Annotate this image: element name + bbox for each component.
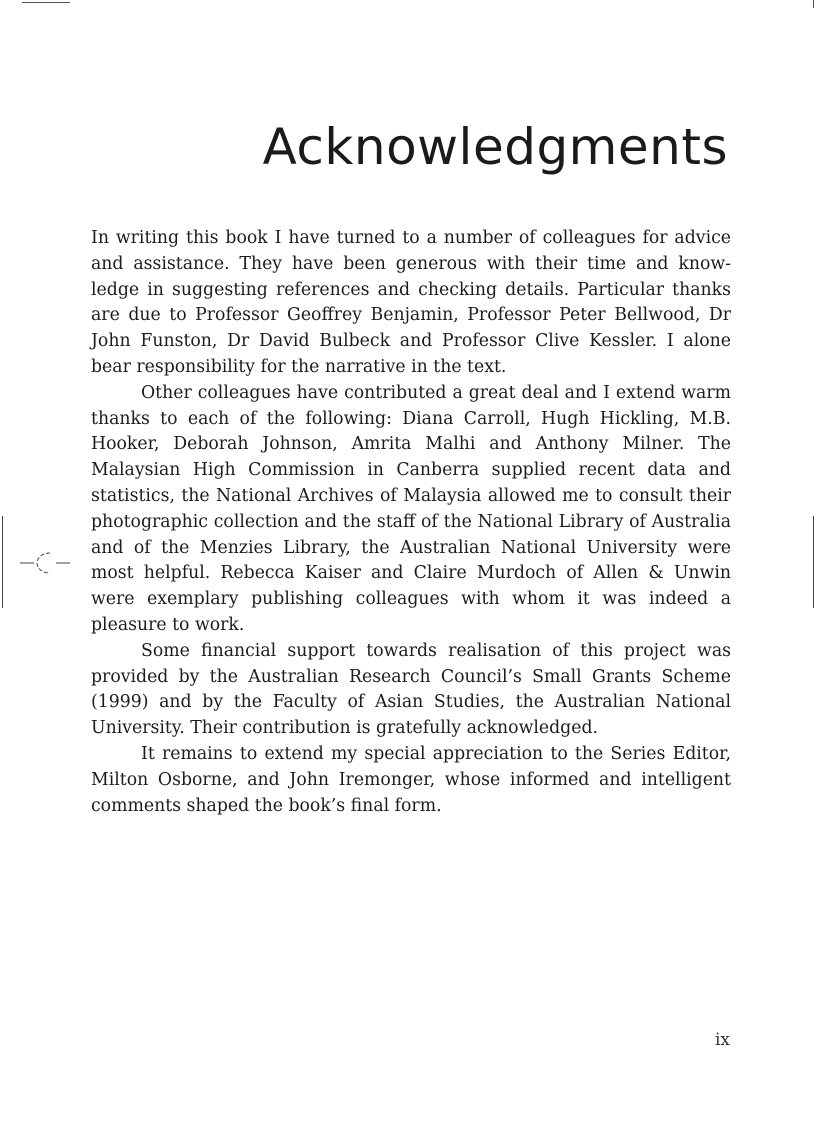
- registration-mark-icon: [20, 548, 76, 578]
- paragraph-4: It remains to extend my special appreciation to the Series Editor, Milton Osborne, and John Iremonger, whose informed and intelligent comments shaped the book’s final form.: [91, 743, 731, 816]
- binding-bar-right: [813, 516, 814, 608]
- crop-mark-top-left: [22, 2, 70, 3]
- paragraph-1: In writing this book I have turned to a number of colleagues for advice and assistance. They have been generous with their time and know-ledge in suggesting references and checking details. Particular thanks are due to Professor Geoffrey Benjamin, Professor Peter Bellwood, Dr John Funston, Dr David Bulbeck and Professor Clive Kessler. I alone bear responsibility for the narrative in the text.: [91, 228, 731, 377]
- paragraph-2: Other colleagues have contributed a great deal and I extend warm thanks to each of the following: Diana Carroll, Hugh Hickling, M.B. Hooker, Deborah Johnson, Amrita Malhi and Anthony Milner. The Malaysian High Commission in Canberra supplied recent data and statistics, the National Archives of Malaysia allowed me to consult their photographic collection and the staff of the National Library of Australia and of the Menzies Library, the Australian National University were most helpful. Rebecca Kaiser and Claire Murdoch of Allen & Unwin were exemplary publishing colleagues with whom it was indeed a pleasure to work.: [91, 382, 731, 635]
- paragraph-3: Some financial support towards realisation of this project was provided by the Australian Research Council’s Small Grants Scheme (1999) and by the Faculty of Asian Studies, the Australian National University. Their contribution is gratefully acknowledged.: [91, 640, 731, 739]
- acknowledgments-body: [91, 226, 731, 819]
- crop-mark-top-right: [813, 0, 814, 8]
- page-number: ix: [714, 1030, 730, 1050]
- page-title: Acknowledgments: [262, 118, 728, 176]
- binding-bar-left: [2, 516, 3, 608]
